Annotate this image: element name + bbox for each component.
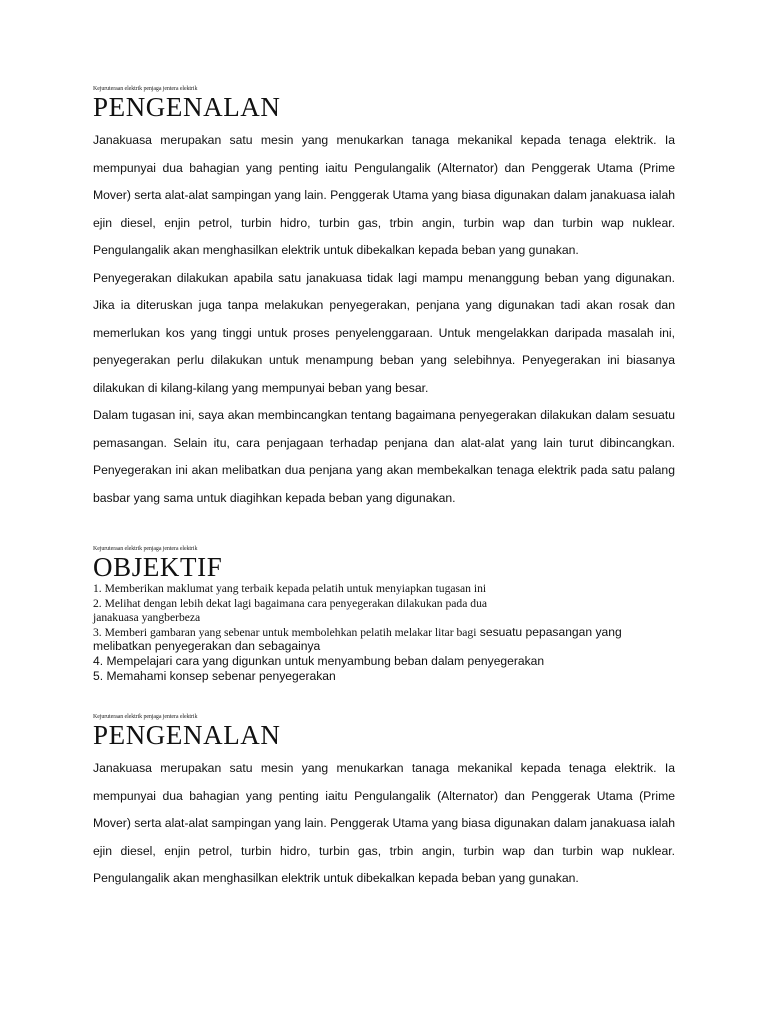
section-introduction-1	[93, 85, 675, 512]
list-item: 3. Memberi gambaran yang sebenar untuk membolehkan pelatih melakar litar bagi sesuatu pepasangan yang melibatkan penyegerakan dan sebagainya	[93, 624, 622, 654]
paragraph: Janakuasa merupakan satu mesin yang menukarkan tanaga mekanikal kepada tenaga elektrik. Ia mempunyai dua bahagian yang penting iaitu Pengulangalik (Alternator) dan Penggerak Utama (Prime Mover) serta alat-alat sampingan yang lain. Penggerak Utama yang biasa digunakan dalam janakuasa ialah ejin diesel, enjin petrol, turbin hidro, turbin gas, trbin angin, turbin wap dan turbin wap nuklear. Pengulangalik akan menghasilkan elektrik untuk dibekalkan kepada beban yang gunakan.	[93, 761, 675, 885]
list-item: 5. Memahami konsep sebenar penyegerakan	[93, 668, 336, 683]
objective-list	[93, 581, 675, 683]
running-header: Kejuruteraan elektrik penjaga jentera elektrik	[93, 546, 198, 552]
section-introduction-2	[93, 713, 675, 893]
paragraph: Dalam tugasan ini, saya akan membincangkan tentang bagaimana penyegerakan dilakukan dalam sesuatu pemasangan. Selain itu, cara penjagaan terhadap penjana dan alat-alat yang lain turut dibincangkan. Penyegerakan ini akan melibatkan dua penjana yang akan membekalkan tenaga elektrik pada satu palang basbar yang sama untuk diagihkan kepada beban yang digunakan.	[93, 408, 675, 505]
section-objectives	[93, 545, 675, 683]
list-item: 1. Memberikan maklumat yang terbaik kepada pelatih untuk menyiapkan tugasan ini	[93, 582, 487, 595]
paragraph: Penyegerakan dilakukan apabila satu janakuasa tidak lagi mampu menanggung beban yang digunakan. Jika ia diteruskan juga tanpa melakukan penyegerakan, penjana yang digunakan tadi akan rosak dan memerlukan kos yang tinggi untuk proses penyelenggaraan. Untuk mengelakkan daripada masalah ini, penyegerakan perlu dilakukan untuk menampung beban yang selebihnya. Penyegerakan ini biasanya dilakukan di kilang-kilang yang mempunyai beban yang besar.	[93, 270, 675, 395]
running-header: Kejuruteraan elektrik penjaga jentera elektrik	[93, 86, 198, 92]
list-item: janakuasa yangberbeza	[93, 611, 201, 625]
paragraph: Janakuasa merupakan satu mesin yang menukarkan tanaga mekanikal kepada tenaga elektrik. Ia mempunyai dua bahagian yang penting iaitu Pengulangalik (Alternator) dan Penggerak Utama (Prime Mover) serta alat-alat sampingan yang lain. Penggerak Utama yang biasa digunakan dalam janakuasa ialah ejin diesel, enjin petrol, turbin hidro, turbin gas, trbin angin, turbin wap dan turbin wap nuklear. Pengulangalik akan menghasilkan elektrik untuk dibekalkan kepada beban yang gunakan.	[93, 133, 675, 257]
section-body	[93, 127, 675, 512]
section-heading: PENGENALAN	[93, 92, 281, 122]
list-item: 2. Melihat dengan lebih dekat lagi bagaimana cara penyegerakan dilakukan pada dua	[93, 596, 488, 610]
section-heading: OBJEKTIF	[93, 552, 223, 582]
section-heading: PENGENALAN	[93, 720, 281, 750]
running-header: Kejuruteraan elektrik penjaga jentera elektrik	[93, 714, 198, 720]
list-item: 4. Mempelajari cara yang digunkan untuk menyambung beban dalam penyegerakan	[93, 653, 545, 668]
section-body	[93, 755, 675, 893]
